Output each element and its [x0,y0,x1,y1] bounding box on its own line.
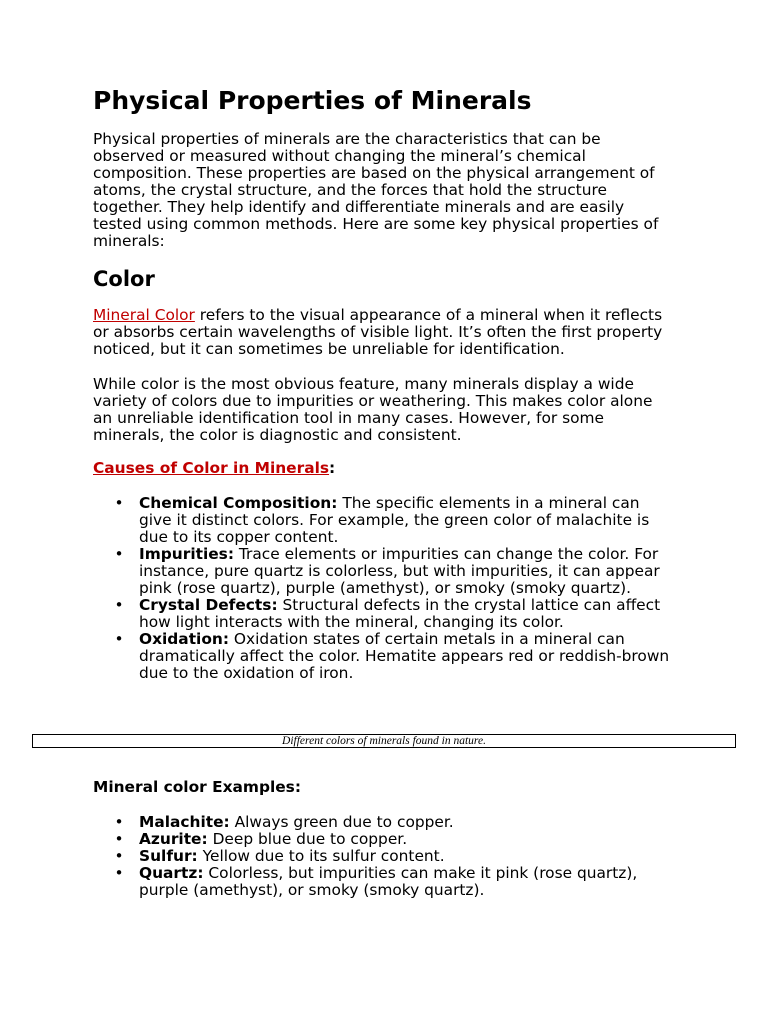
definition-text: refers to the visual appearance of a mineral when it reflects [199,306,663,324]
intro-line: Physical properties of minerals are the characteristics that can be [93,130,601,148]
causes-heading-colon: : [329,459,336,477]
list-item [139,597,669,631]
examples-list [139,814,637,899]
item-text: Structural defects in the crystal lattice can affect [282,596,661,614]
item-label: Crystal Defects: [139,596,278,614]
list-item [139,831,637,848]
causes-heading [93,460,335,477]
note-line: While color is the most obvious feature, many minerals display a wide [93,375,634,393]
item-label: Chemical Composition: [139,494,338,512]
list-item-line [139,831,637,848]
item-text: Oxidation states of certain metals in a mineral can [233,630,625,648]
item-text: due to its copper content. [139,528,339,546]
item-text: pink (rose quartz), purple (amethyst), or smoky (smoky quartz). [139,579,631,597]
causes-list [139,495,669,682]
bullet-icon [114,546,124,563]
item-text: dramatically affect the color. Hematite appears red or reddish-brown [139,647,670,665]
intro-line: composition. These properties are based on the physical arrangement of [93,164,655,182]
bullet-icon [114,597,124,614]
bullet-icon [114,848,124,865]
intro-paragraph [93,131,658,250]
page-title: Physical Properties of Minerals [93,86,532,115]
item-text: Colorless, but impurities can make it pink (rose quartz), [208,864,638,882]
list-item [139,865,637,899]
intro-line: minerals: [93,232,165,250]
causes-of-color-link[interactable]: Causes of Color in Minerals [93,459,330,477]
bullet-icon [114,865,124,882]
intro-line: tested using common methods. Here are some key physical properties of [93,215,659,233]
item-text: purple (amethyst), or smoky (smoky quartz). [139,881,485,899]
item-label: Malachite: [139,813,230,831]
list-item [139,848,637,865]
figure-caption-box [32,734,736,748]
item-text: how light interacts with the mineral, changing its color. [139,613,564,631]
list-item-line [139,631,669,648]
definition-line: or absorbs certain wavelengths of visible light. It’s often the first property [93,323,663,341]
intro-line: observed or measured without changing the mineral’s chemical [93,147,586,165]
note-line: minerals, the color is diagnostic and consistent. [93,426,462,444]
item-text: instance, pure quartz is colorless, but with impurities, it can appear [139,562,660,580]
item-text: Always green due to copper. [234,813,454,831]
item-text: Deep blue due to copper. [212,830,408,848]
item-text: Trace elements or impurities can change the color. For [238,545,659,563]
list-item [139,631,669,682]
definition-line: noticed, but it can sometimes be unreliable for identification. [93,340,565,358]
item-text: The specific elements in a mineral can [342,494,640,512]
list-item-line [139,848,637,865]
item-text: give it distinct colors. For example, the green color of malachite is [139,511,650,529]
list-item-line [139,597,669,614]
item-label: Oxidation: [139,630,230,648]
intro-line: atoms, the crystal structure, and the forces that hold the structure [93,181,607,199]
section-heading-color: Color [93,267,155,291]
intro-line: together. They help identify and differentiate minerals and are easily [93,198,625,216]
bullet-icon [114,495,124,512]
list-item [139,814,637,831]
color-definition-paragraph [93,307,662,358]
list-item-line [139,546,669,563]
item-text: due to the oxidation of iron. [139,664,354,682]
bullet-icon [114,631,124,648]
list-item-line [139,865,637,882]
item-label: Impurities: [139,545,234,563]
examples-heading: Mineral color Examples: [93,778,301,796]
bullet-icon [114,831,124,848]
list-item [139,495,669,546]
definition-line [93,307,662,324]
mineral-color-link[interactable]: Mineral Color [93,306,195,324]
note-line: variety of colors due to impurities or weathering. This makes color alone [93,392,653,410]
figure-caption: Different colors of minerals found in nature. [282,735,486,747]
item-text: Yellow due to its sulfur content. [202,847,445,865]
color-note-paragraph [93,376,652,444]
item-label: Azurite: [139,830,208,848]
note-line: an unreliable identification tool in many cases. However, for some [93,409,604,427]
list-item [139,546,669,597]
item-label: Quartz: [139,864,204,882]
list-item-line [139,814,637,831]
item-label: Sulfur: [139,847,198,865]
bullet-icon [114,814,124,831]
list-item-line [139,495,669,512]
